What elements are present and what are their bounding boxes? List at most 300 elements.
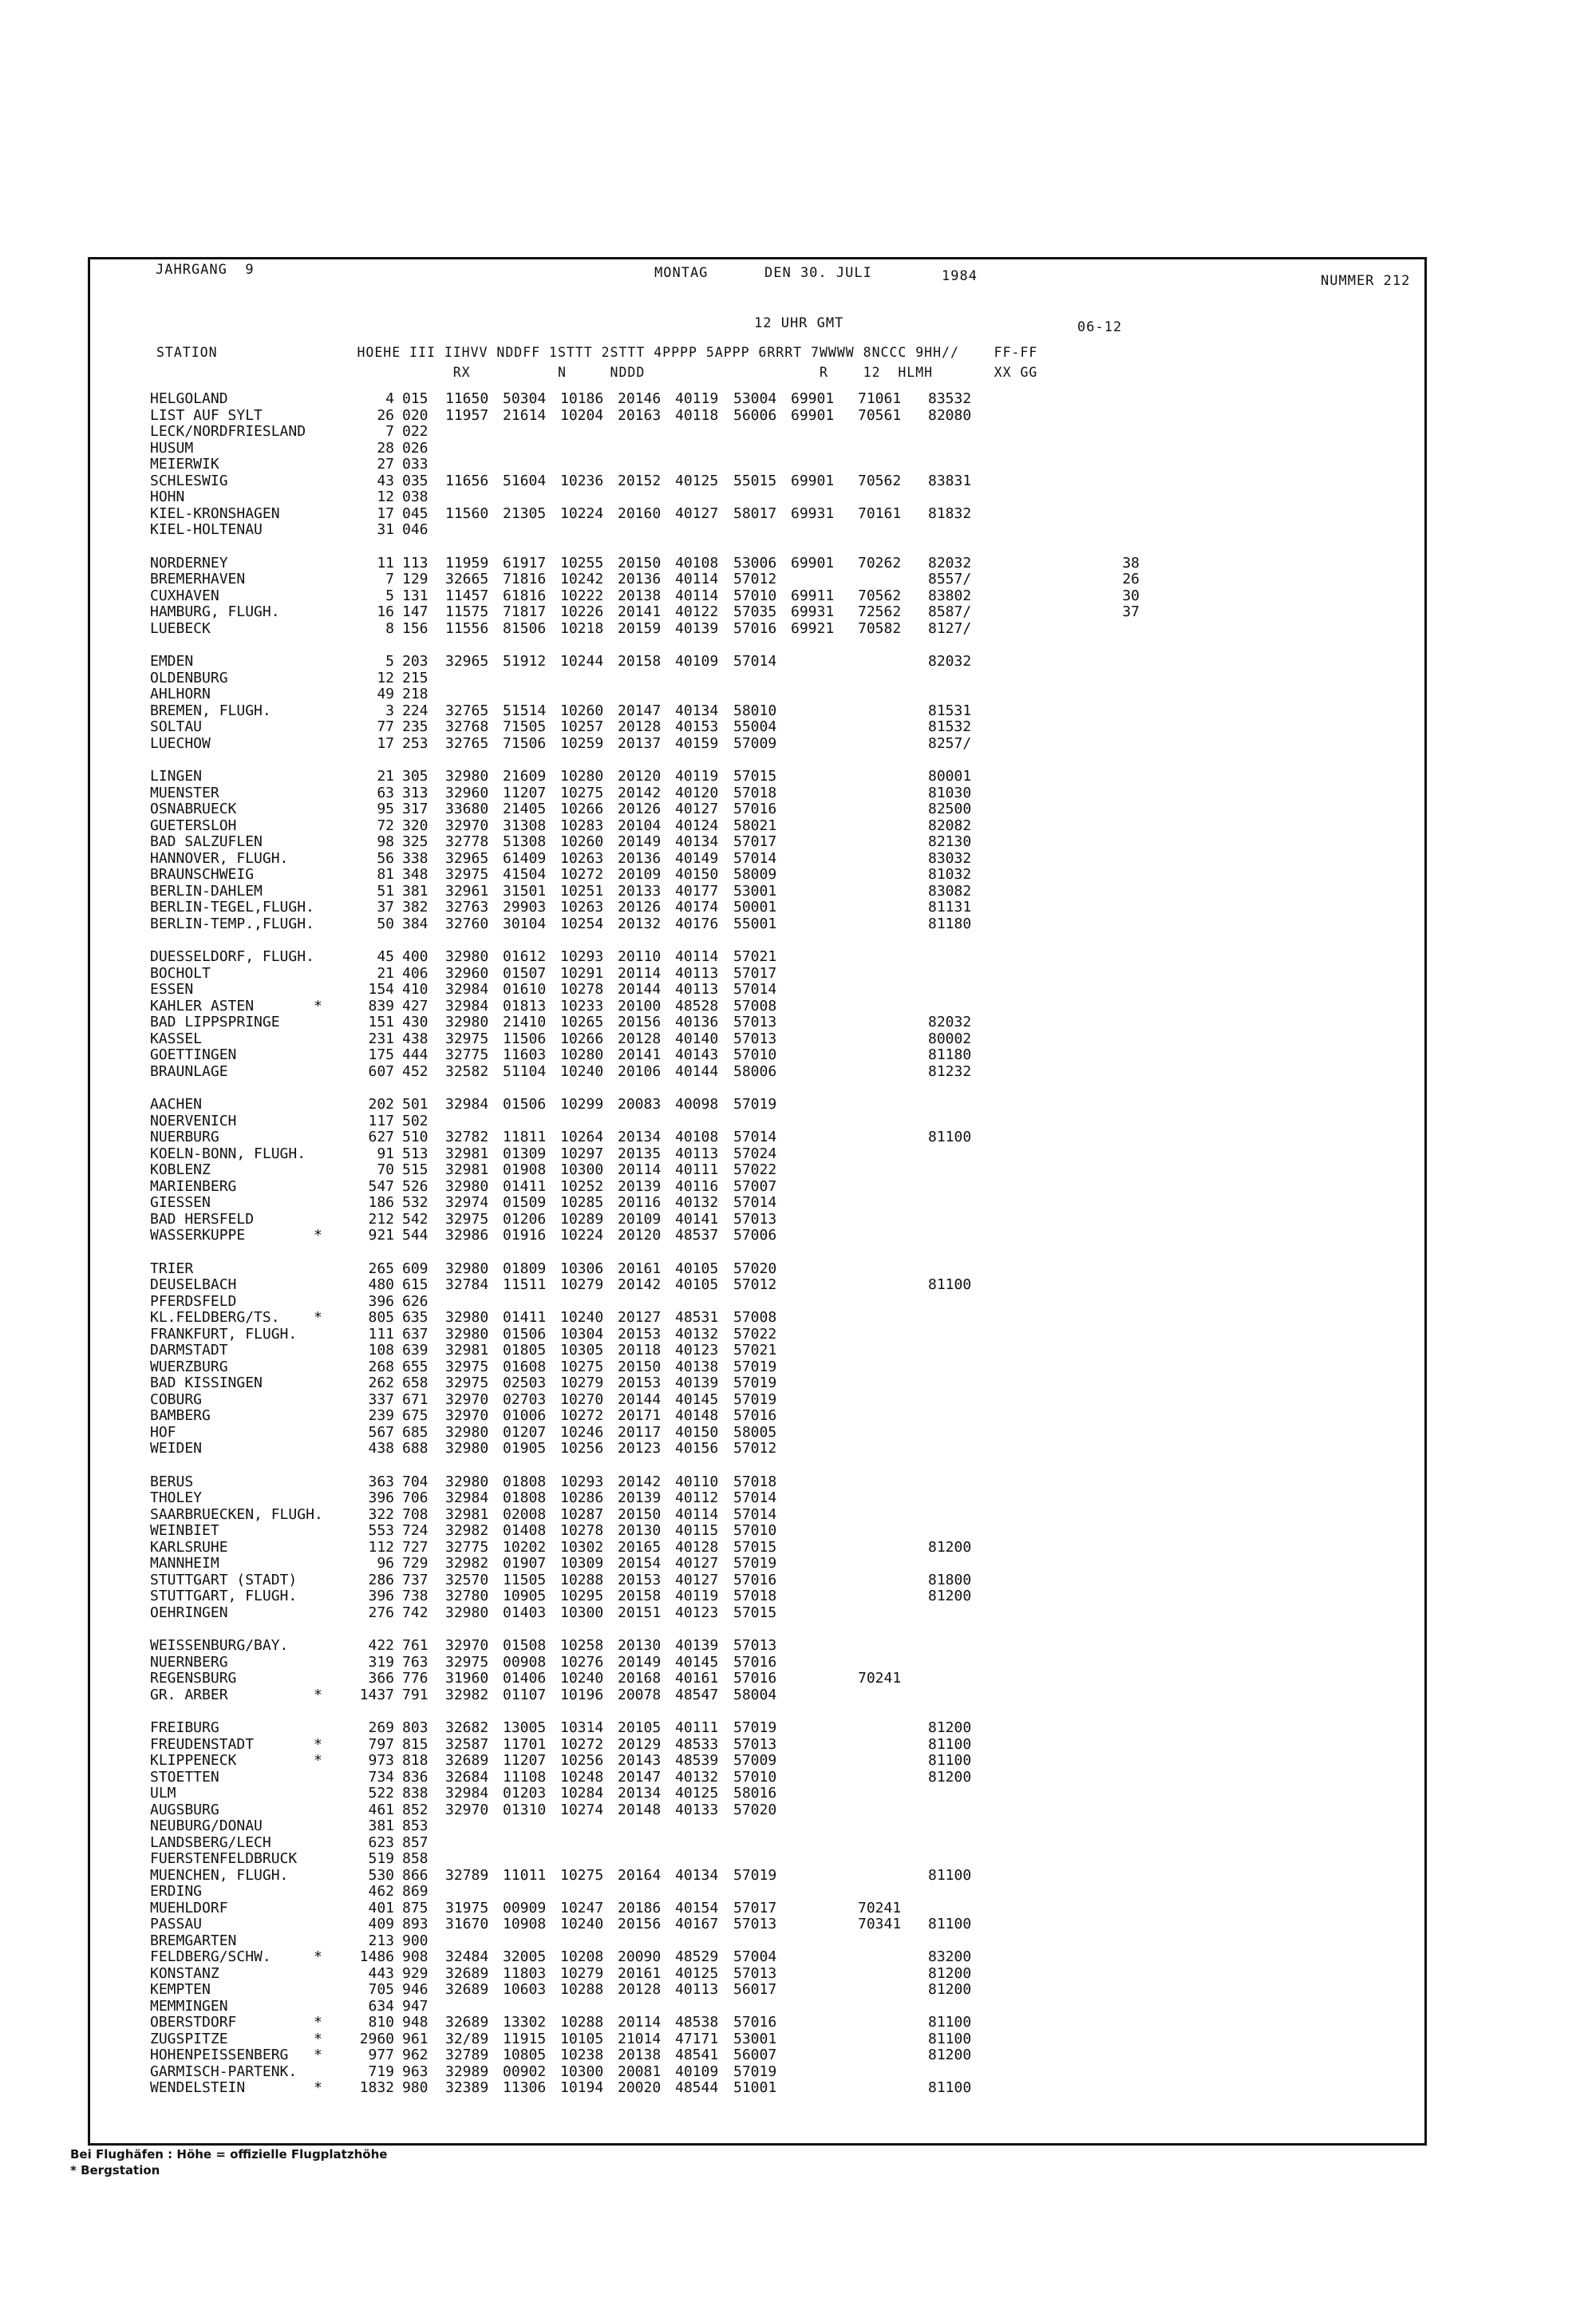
data-group: 40138	[675, 1358, 719, 1375]
data-group: 57019	[733, 1358, 777, 1375]
table-row	[150, 572, 1395, 588]
station-number: 675	[402, 1407, 429, 1424]
table-row	[150, 1949, 1395, 1966]
station-height: 63	[377, 784, 394, 801]
data-group: 20109	[618, 1210, 662, 1228]
data-group: 20106	[618, 1062, 662, 1080]
data-group: 21014	[618, 2030, 662, 2047]
station-number: 980	[402, 2079, 429, 2096]
table-row	[150, 1900, 1395, 1917]
table-row	[150, 1753, 1395, 1770]
station-number: 658	[402, 1374, 429, 1391]
station-number: 452	[402, 1062, 429, 1080]
table-row	[150, 441, 1395, 457]
data-group: 11306	[503, 2079, 547, 2096]
data-group: 20126	[618, 801, 662, 817]
station-name: HUSUM	[150, 439, 194, 457]
station-name: KOELN-BONN, FLUGH.	[150, 1145, 306, 1162]
data-group: 57015	[733, 1538, 777, 1556]
data-group: 10276	[560, 1653, 604, 1671]
data-group: 57019	[733, 2063, 777, 2080]
data-group: 57014	[733, 653, 777, 670]
data-group: 61816	[503, 587, 547, 604]
data-group: 56007	[733, 2047, 777, 2063]
data-group: 40109	[675, 653, 719, 670]
data-group: 10288	[560, 1571, 604, 1588]
weekday: MONTAG	[654, 265, 709, 281]
data-group: 20144	[618, 981, 662, 998]
data-group: 81800	[928, 1571, 972, 1588]
station-height: 269	[368, 1719, 394, 1736]
table-row	[150, 1540, 1395, 1556]
data-group: 20159	[618, 619, 662, 637]
station-number: 815	[402, 1735, 429, 1753]
station-height: 43	[377, 472, 394, 489]
data-group: 10272	[560, 1735, 604, 1753]
data-group: 40111	[675, 1161, 719, 1178]
data-group: 32981	[445, 1505, 489, 1523]
data-group: 69921	[791, 619, 835, 637]
data-group: 40159	[675, 734, 719, 752]
data-group: 57009	[733, 734, 777, 752]
table-row	[150, 851, 1395, 868]
data-group: 57014	[733, 1194, 777, 1211]
data-group: 80001	[928, 768, 972, 785]
data-group: 83032	[928, 849, 972, 867]
station-name: DUESSELDORF, FLUGH.	[150, 948, 314, 965]
data-group: 20163	[618, 406, 662, 424]
data-group: 20164	[618, 1866, 662, 1884]
station-number: 113	[402, 554, 429, 572]
station-name: OLDENBURG	[150, 669, 228, 686]
station-number: 838	[402, 1785, 429, 1802]
data-group: 10279	[560, 1374, 604, 1391]
station-height: 111	[368, 1325, 394, 1343]
table-row	[150, 1113, 1395, 1130]
data-group: 57014	[733, 981, 777, 998]
station-name: BAD KISSINGEN	[150, 1374, 263, 1391]
station-name: KL.FELDBERG/TS.	[150, 1309, 280, 1326]
mountain-station-mark: *	[314, 1686, 322, 1703]
station-number: 708	[402, 1505, 429, 1523]
station-height: 112	[368, 1538, 394, 1556]
table-row	[150, 1588, 1395, 1605]
data-group: 32986	[445, 1227, 489, 1244]
station-number: 948	[402, 2014, 429, 2031]
data-group: 83200	[928, 1948, 972, 1965]
data-group: 70341	[858, 1916, 902, 1932]
data-group: 81032	[928, 866, 972, 883]
station-number: 320	[402, 817, 429, 834]
data-group: 32975	[445, 1653, 489, 1671]
data-group: 70582	[858, 619, 902, 637]
data-group: 10240	[560, 1309, 604, 1326]
station-name: MEIERWIK	[150, 456, 219, 473]
station-height: 28	[377, 439, 394, 457]
data-group: 32984	[445, 1489, 489, 1506]
data-group: 10251	[560, 882, 604, 900]
issue-number: NUMMER 212	[1321, 273, 1411, 289]
data-group: 32984	[445, 997, 489, 1015]
table-row	[150, 1064, 1395, 1081]
data-group: 32975	[445, 1030, 489, 1047]
station-name: GARMISCH-PARTENK.	[150, 2063, 298, 2080]
station-number: 626	[402, 1292, 429, 1310]
station-number: 869	[402, 1883, 429, 1900]
table-row	[150, 408, 1395, 425]
data-group: 40174	[675, 899, 719, 916]
table-row	[150, 489, 1395, 506]
data-group: 01507	[503, 964, 547, 982]
table-row	[150, 1277, 1395, 1294]
station-number: 737	[402, 1571, 429, 1588]
data-group: 10295	[560, 1588, 604, 1604]
station-height: 12	[377, 669, 394, 686]
data-group: 11957	[445, 406, 489, 424]
data-group: 01006	[503, 1407, 547, 1424]
table-row	[150, 1982, 1395, 1999]
station-number: 818	[402, 1752, 429, 1769]
data-group: 10291	[560, 964, 604, 982]
data-group: 10256	[560, 1440, 604, 1457]
data-group: 10257	[560, 718, 604, 735]
data-group: 57022	[733, 1325, 777, 1343]
data-group: 40141	[675, 1210, 719, 1228]
max-gust: 38	[1122, 554, 1140, 572]
data-group: 10302	[560, 1538, 604, 1556]
data-group: 69911	[791, 587, 835, 604]
data-group: 01403	[503, 1604, 547, 1621]
station-number: 035	[402, 472, 429, 489]
data-group: 57010	[733, 1046, 777, 1063]
data-group: 69901	[791, 472, 835, 489]
data-group: 10283	[560, 817, 604, 834]
station-height: 45	[377, 948, 394, 965]
station-name: SAARBRUECKEN, FLUGH.	[150, 1505, 323, 1523]
data-group: 40114	[675, 587, 719, 604]
station-number: 235	[402, 718, 429, 735]
station-number: 348	[402, 866, 429, 883]
data-group: 32782	[445, 1129, 489, 1145]
data-group: 32/89	[445, 2030, 489, 2047]
data-group: 10272	[560, 866, 604, 883]
data-group: 47171	[675, 2030, 719, 2047]
data-group: 31670	[445, 1916, 489, 1932]
station-name: NORDERNEY	[150, 554, 228, 572]
data-group: 40119	[675, 390, 719, 407]
data-group: 40113	[675, 1145, 719, 1162]
data-group: 21614	[503, 406, 547, 424]
station-height: 973	[368, 1752, 394, 1769]
station-name: BAD SALZUFLEN	[150, 833, 263, 850]
data-group: 20134	[618, 1785, 662, 1802]
table-row	[150, 1359, 1395, 1376]
table-row	[150, 1868, 1395, 1885]
data-group: 57016	[733, 619, 777, 637]
data-group: 20152	[618, 472, 662, 489]
station-name: FREUDENSTADT	[150, 1735, 255, 1753]
data-group: 10266	[560, 1030, 604, 1047]
data-group: 83831	[928, 472, 972, 489]
data-group: 40150	[675, 1423, 719, 1441]
station-name: LECK/NORDFRIESLAND	[150, 423, 306, 440]
data-group: 57010	[733, 1522, 777, 1539]
data-group: 10266	[560, 801, 604, 817]
data-group: 20116	[618, 1194, 662, 1211]
data-group: 10242	[560, 571, 604, 587]
data-group: 32981	[445, 1161, 489, 1178]
data-group: 32389	[445, 2079, 489, 2096]
data-group: 32980	[445, 1014, 489, 1030]
data-group: 58005	[733, 1423, 777, 1441]
data-group: 01310	[503, 1801, 547, 1818]
data-group: 32665	[445, 571, 489, 587]
mountain-station-mark: *	[314, 997, 322, 1015]
data-group: 40149	[675, 849, 719, 867]
data-group: 31501	[503, 882, 547, 900]
data-group: 83082	[928, 882, 972, 900]
data-group: 40127	[675, 1555, 719, 1572]
station-height: 810	[368, 2014, 394, 2031]
data-group: 57012	[733, 1440, 777, 1457]
data-group: 01916	[503, 1227, 547, 1244]
data-group: 01203	[503, 1785, 547, 1802]
data-group: 10204	[560, 406, 604, 424]
table-row	[150, 1047, 1395, 1064]
data-group: 20150	[618, 1358, 662, 1375]
data-group: 40114	[675, 571, 719, 587]
data-group: 01608	[503, 1358, 547, 1375]
table-row	[150, 1720, 1395, 1737]
station-name: NUERBURG	[150, 1129, 219, 1145]
station-height: 56	[377, 849, 394, 867]
data-group: 20128	[618, 1030, 662, 1047]
data-group: 51308	[503, 833, 547, 850]
data-group: 10208	[560, 1948, 604, 1965]
data-group: 10293	[560, 1473, 604, 1490]
data-group: 20139	[618, 1489, 662, 1506]
data-group: 57017	[733, 833, 777, 850]
station-height: 12	[377, 488, 394, 505]
data-group: 32970	[445, 1407, 489, 1424]
data-group: 70262	[858, 554, 902, 572]
data-group: 53004	[733, 390, 777, 407]
mountain-station-mark: *	[314, 2014, 322, 2031]
data-group: 10289	[560, 1210, 604, 1228]
station-number: 430	[402, 1014, 429, 1030]
data-group: 32980	[445, 1260, 489, 1277]
data-group: 57010	[733, 587, 777, 604]
data-group: 20142	[618, 1276, 662, 1293]
station-name: PASSAU	[150, 1916, 203, 1932]
data-group: 57019	[733, 1390, 777, 1408]
data-group: 20020	[618, 2079, 662, 2096]
data-group: 69931	[791, 504, 835, 522]
data-group: 01612	[503, 948, 547, 965]
data-group: 57018	[733, 784, 777, 801]
table-row	[150, 457, 1395, 473]
data-group: 10300	[560, 2063, 604, 2080]
station-name: BREMGARTEN	[150, 1932, 237, 1949]
station-name: HOHENPEISSENBERG	[150, 2047, 289, 2063]
data-group: 40177	[675, 882, 719, 900]
station-height: 154	[368, 981, 394, 998]
data-group: 57015	[733, 768, 777, 785]
station-name: KIEL-KRONSHAGEN	[150, 504, 280, 522]
data-group: 21305	[503, 504, 547, 522]
data-group: 10186	[560, 390, 604, 407]
table-row	[150, 818, 1395, 835]
data-group: 81531	[928, 702, 972, 719]
data-group: 10274	[560, 1801, 604, 1818]
data-group: 32684	[445, 1768, 489, 1786]
data-group: 20150	[618, 554, 662, 572]
data-group: 11511	[503, 1276, 547, 1293]
data-group: 02503	[503, 1374, 547, 1391]
station-height: 212	[368, 1210, 394, 1228]
data-group: 57021	[733, 948, 777, 965]
station-height: 37	[377, 899, 394, 916]
data-group: 53001	[733, 882, 777, 900]
data-group: 81200	[928, 1981, 972, 1998]
data-group: 01805	[503, 1342, 547, 1359]
data-group: 01207	[503, 1423, 547, 1441]
data-group: 57017	[733, 964, 777, 982]
data-group: 10224	[560, 1227, 604, 1244]
station-number: 727	[402, 1538, 429, 1556]
data-group: 81100	[928, 1752, 972, 1769]
data-group: 10300	[560, 1161, 604, 1178]
station-number: 639	[402, 1342, 429, 1359]
data-group: 20153	[618, 1571, 662, 1588]
data-group: 10275	[560, 784, 604, 801]
station-height: 49	[377, 686, 394, 702]
table-row	[150, 1212, 1395, 1228]
data-group: 20109	[618, 866, 662, 883]
data-group: 20136	[618, 849, 662, 867]
table-row	[150, 2015, 1395, 2031]
data-group: 10222	[560, 587, 604, 604]
data-group: 40127	[675, 801, 719, 817]
data-group: 01908	[503, 1161, 547, 1178]
data-group: 71816	[503, 571, 547, 587]
station-name: EMDEN	[150, 653, 194, 670]
station-number: 384	[402, 915, 429, 932]
data-group: 10246	[560, 1423, 604, 1441]
station-number: 875	[402, 1899, 429, 1916]
mountain-station-mark: *	[314, 1735, 322, 1753]
station-number: 444	[402, 1046, 429, 1063]
data-group: 20147	[618, 702, 662, 719]
data-group: 10278	[560, 981, 604, 998]
data-group: 32960	[445, 784, 489, 801]
data-group: 57013	[733, 1735, 777, 1753]
data-group: 40114	[675, 948, 719, 965]
station-name: OEHRINGEN	[150, 1604, 228, 1621]
station-name: BERLIN-TEMP.,FLUGH.	[150, 915, 314, 932]
station-height: 623	[368, 1833, 394, 1851]
data-group: 32980	[445, 1423, 489, 1441]
station-name: SCHLESWIG	[150, 472, 228, 489]
data-group: 32980	[445, 1177, 489, 1195]
data-group: 13005	[503, 1719, 547, 1736]
table-row	[150, 1507, 1395, 1524]
station-number: 515	[402, 1161, 429, 1178]
data-group: 10284	[560, 1785, 604, 1802]
data-group: 57016	[733, 1571, 777, 1588]
station-height: 921	[368, 1227, 394, 1244]
data-group: 81200	[928, 1588, 972, 1604]
station-height: 396	[368, 1292, 394, 1310]
data-group: 57014	[733, 849, 777, 867]
data-group: 40119	[675, 768, 719, 785]
station-name: THOLEY	[150, 1489, 203, 1506]
data-group: 20136	[618, 571, 662, 587]
data-group: 32775	[445, 1538, 489, 1556]
data-group: 40123	[675, 1342, 719, 1359]
data-group: 40139	[675, 1637, 719, 1654]
data-group: 20132	[618, 915, 662, 932]
station-number: 305	[402, 768, 429, 785]
station-number: 729	[402, 1555, 429, 1572]
table-row	[150, 1638, 1395, 1655]
station-name: KARLSRUHE	[150, 1538, 228, 1556]
station-name: OSNABRUECK	[150, 801, 237, 817]
data-group: 51604	[503, 472, 547, 489]
data-group: 20118	[618, 1342, 662, 1359]
table-row	[150, 834, 1395, 851]
station-number: 129	[402, 571, 429, 587]
station-name: MANNHEIM	[150, 1555, 219, 1572]
station-name: KOBLENZ	[150, 1161, 211, 1178]
station-name: STOETTEN	[150, 1768, 219, 1786]
data-group: 40105	[675, 1276, 719, 1293]
data-group: 40150	[675, 866, 719, 883]
data-group: 70241	[858, 1670, 902, 1687]
data-group: 58021	[733, 817, 777, 834]
table-row	[150, 1851, 1395, 1868]
station-height: 547	[368, 1177, 394, 1195]
data-group: 20114	[618, 964, 662, 982]
data-group: 32789	[445, 2047, 489, 2063]
data-group: 81100	[928, 1276, 972, 1293]
station-name: AACHEN	[150, 1096, 203, 1113]
data-group: 40134	[675, 1866, 719, 1884]
data-group: 10297	[560, 1145, 604, 1162]
data-group: 32970	[445, 1801, 489, 1818]
station-name: LANDSBERG/LECH	[150, 1833, 271, 1851]
station-number: 852	[402, 1801, 429, 1818]
data-group: 11603	[503, 1046, 547, 1063]
station-height: 797	[368, 1735, 394, 1753]
data-group: 20130	[618, 1637, 662, 1654]
station-number: 853	[402, 1817, 429, 1834]
data-group: 32984	[445, 1785, 489, 1802]
data-group: 72562	[858, 603, 902, 620]
data-group: 10240	[560, 1916, 604, 1932]
station-number: 635	[402, 1309, 429, 1326]
station-name: ERDING	[150, 1883, 203, 1900]
station-height: 5	[385, 587, 394, 604]
data-group: 40176	[675, 915, 719, 932]
data-group: 40127	[675, 504, 719, 522]
data-group: 81100	[928, 1866, 972, 1884]
data-group: 81131	[928, 899, 972, 916]
data-group: 48541	[675, 2047, 719, 2063]
table-row	[150, 1195, 1395, 1212]
table-row	[150, 424, 1395, 441]
table-row	[150, 1162, 1395, 1179]
